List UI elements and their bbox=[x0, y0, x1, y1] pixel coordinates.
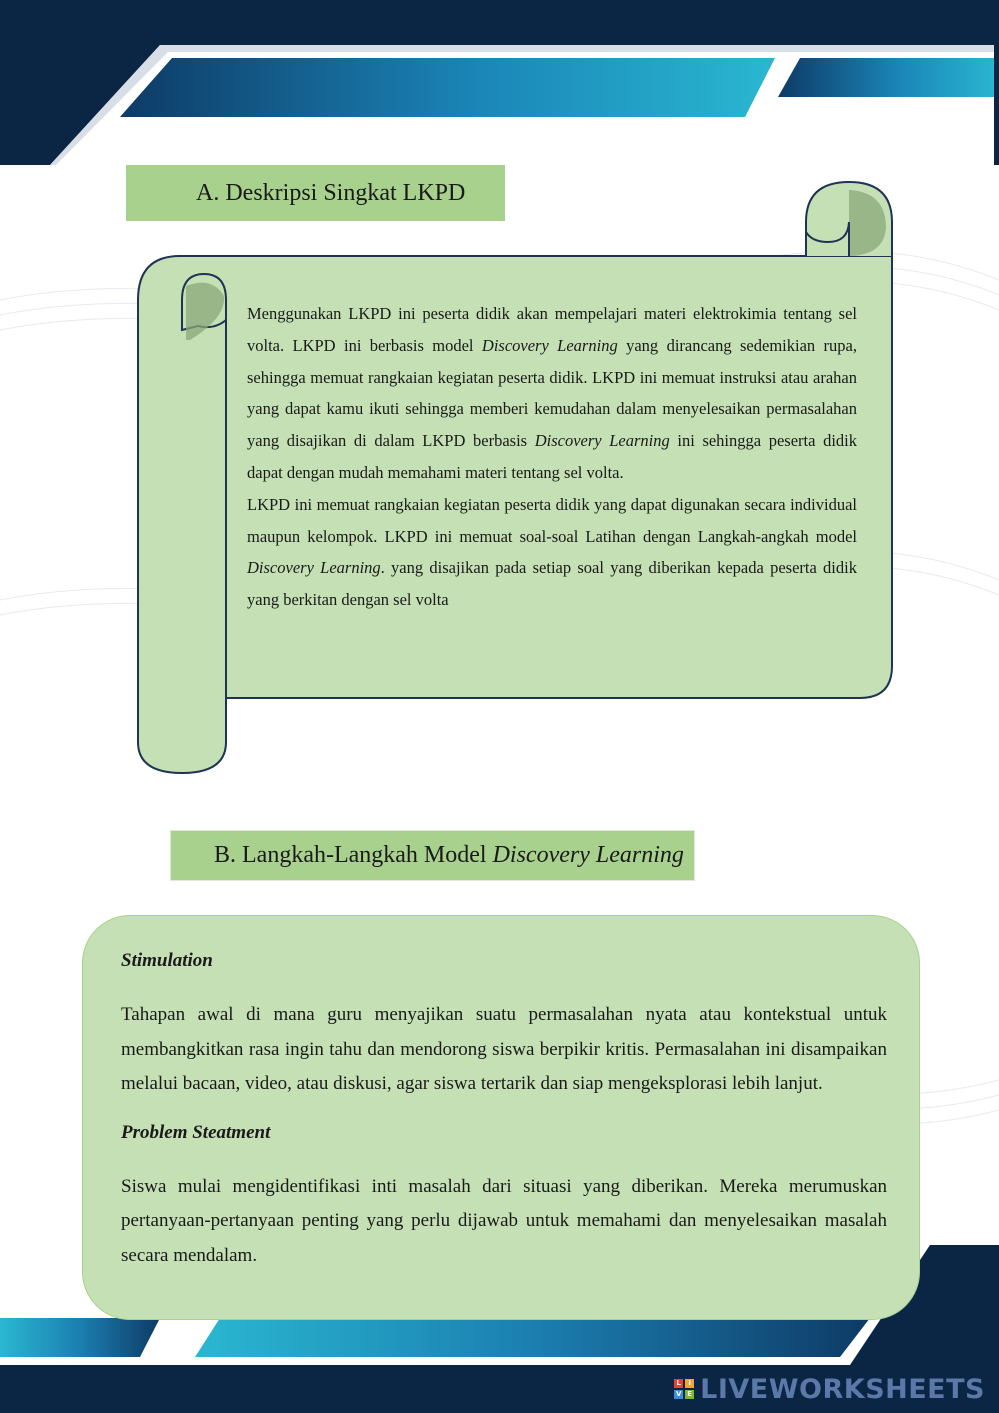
section-b-heading-plain: B. Langkah-Langkah Model bbox=[214, 842, 493, 868]
logo-tile: L bbox=[674, 1379, 683, 1388]
liveworksheets-brand bbox=[674, 1372, 985, 1406]
step-body: Siswa mulai mengidentifikasi inti masalah dari situasi yang diberikan. Mereka merumuskan pertanyaan-pertanyaan penting yang perlu dijawab untuk memahami dan menyelesaikan masalah secara mendalam. bbox=[121, 1175, 887, 1266]
liveworksheets-logo-icon bbox=[674, 1379, 694, 1399]
description-paragraph-1 bbox=[247, 298, 857, 489]
paragraph-2-text: LKPD ini memuat rangkaian kegiatan peserta didik yang dapat digunakan secara individual maupun kelompok. LKPD ini memuat soal-soal Latihan dengan Langkah-angkah model bbox=[247, 494, 857, 546]
steps-list bbox=[121, 942, 887, 1285]
section-b-heading bbox=[170, 830, 695, 881]
brand-name: LIVEWORKSHEETS bbox=[700, 1373, 985, 1405]
paragraph-1-text: yang dirancang sedemikian rupa, sehingga memuat rangkaian kegiatan peserta didik. LKPD ini memuat instruksi atau arahan yang dapat kamu ikuti sehingga memberi kemudahan dalam menyelesaikan permasalahan yang disajikan di dalam LKPD berbasis bbox=[247, 335, 857, 451]
paragraph-1-term: Discovery Learning bbox=[481, 335, 618, 355]
logo-tile: V bbox=[675, 1390, 682, 1398]
section-b-heading-text bbox=[214, 842, 684, 869]
section-b-heading-italic: Discovery Learning bbox=[492, 842, 684, 868]
logo-tile: I bbox=[685, 1379, 694, 1388]
description-paragraph-2 bbox=[247, 489, 857, 616]
section-a-heading-text: A. Deskripsi Singkat LKPD bbox=[196, 179, 466, 206]
logo-tile: E bbox=[685, 1390, 694, 1399]
step-title: Problem Steatment bbox=[121, 1121, 271, 1143]
step-title: Stimulation bbox=[121, 950, 213, 971]
steps-panel bbox=[82, 915, 920, 1320]
paragraph-1-term: Discovery Learning bbox=[534, 431, 670, 451]
section-a-description bbox=[247, 298, 857, 616]
step-body: Tahapan awal di mana guru menyajikan suatu permasalahan nyata atau kontekstual untuk membangkitkan rasa ingin tahu dan mendorong siswa berpikir kritis. Permasalahan ini disampaikan melalui bacaan, video, atau diskusi, agar siswa tertarik dan siap mengeksplorasi lebih lanjut. bbox=[121, 1004, 887, 1094]
paragraph-1-text: Menggunakan LKPD ini peserta didik akan mempelajari materi elektrokimia tentang sel volta. LKPD ini berbasis model bbox=[247, 304, 857, 355]
paragraph-1-text: ini sehingga peserta didik dapat dengan mudah memahami materi tentang sel volta. bbox=[247, 431, 857, 482]
paragraph-2-text: . yang disajikan pada setiap soal yang diberikan kepada peserta didik yang berkitan dengan sel volta bbox=[247, 558, 857, 610]
paragraph-2-term: Discovery Learning bbox=[247, 558, 381, 578]
